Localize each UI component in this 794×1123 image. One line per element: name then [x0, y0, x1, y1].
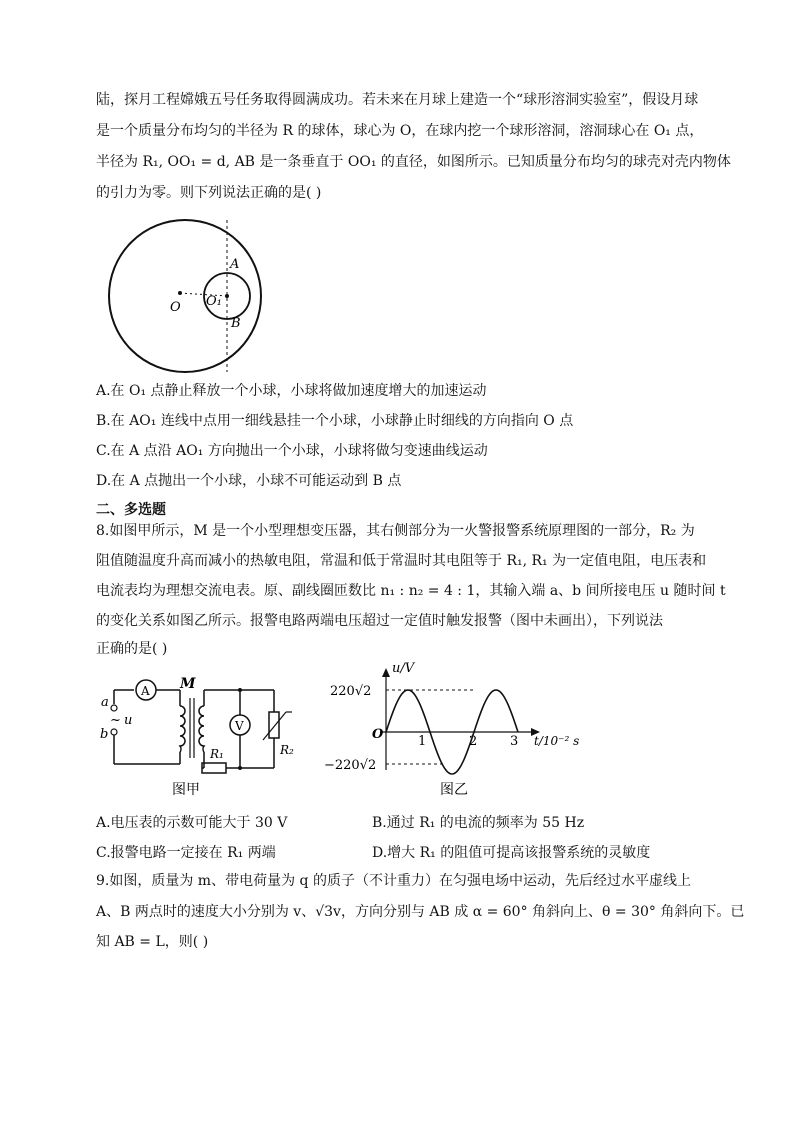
q8-line-2: 阻值随温度升高而减小的热敏电阻，常温和低于常温时其电阻等于 R₁, R₁ 为一定值电阻，电压表和: [96, 553, 707, 569]
xtick-1: 1: [418, 734, 427, 749]
section-heading: 二、多选题: [96, 502, 166, 518]
label-a-terminal: a: [101, 695, 109, 710]
moon-circle: [109, 220, 261, 372]
y-axis-label: u/V: [392, 661, 415, 676]
q8-line-4: 的变化关系如图乙所示。报警电路两端电压超过一定值时触发报警（图中未画出），下列说法: [96, 613, 663, 629]
ytick-negative: −220√2: [324, 758, 377, 773]
q9-line-2: A、B 两点时的速度大小分别为 v、√3v，方向分别与 AB 成 α = 60° 角斜向上、θ = 30° 角斜向下。已: [96, 904, 745, 920]
label-o1: O₁: [206, 294, 222, 309]
xtick-3: 3: [510, 734, 519, 749]
voltage-time-chart: [322, 660, 602, 800]
q7-option-c: C.在 A 点沿 AO₁ 方向抛出一个小球，小球将做匀变速曲线运动: [96, 443, 488, 459]
x-axis-label: t/10⁻² s: [534, 734, 580, 748]
q9-line-1: 9.如图，质量为 m、带电荷量为 q 的质子（不计重力）在匀强电场中运动，先后经过水平虚线上: [96, 873, 691, 889]
label-a: A: [230, 257, 240, 272]
terminal-b: [111, 729, 117, 735]
ac-source-icon: ~: [110, 713, 121, 728]
q7-line-4: 的引力为零。则下列说法正确的是( ): [96, 185, 322, 201]
caption-fig-jia: 图甲: [172, 782, 200, 798]
terminal-a: [111, 705, 117, 711]
sphere-cavity-figure: [100, 210, 280, 390]
label-u: u: [124, 713, 133, 728]
ammeter-label: A: [141, 684, 150, 698]
center-o1-dot: [225, 294, 229, 298]
label-o: O: [170, 300, 181, 315]
q9-line-3: 知 AB = L，则( ): [96, 934, 209, 950]
q8-line-5: 正确的是( ): [96, 641, 168, 657]
q7-option-b: B.在 AO₁ 连线中点用一细线悬挂一个小球，小球静止时细线的方向指向 O 点: [96, 413, 574, 429]
q8-option-d: D.增大 R₁ 的阻值可提高该报警系统的灵敏度: [372, 845, 651, 861]
label-m: M: [180, 676, 196, 692]
q8-option-a: A.电压表的示数可能大于 30 V: [96, 815, 288, 831]
q7-option-a: A.在 O₁ 点静止释放一个小球，小球将做加速度增大的加速运动: [96, 383, 487, 399]
circuit-figure: [94, 668, 314, 798]
primary-coil: [180, 706, 185, 752]
caption-fig-yi: 图乙: [440, 782, 468, 798]
label-b: B: [231, 316, 241, 331]
label-r2: R₂: [280, 743, 294, 757]
xtick-2: 2: [469, 734, 478, 749]
resistor-r1: [202, 763, 226, 773]
q7-line-3: 半径为 R₁, OO₁ = d, AB 是一条垂直于 OO₁ 的直径，如图所示。已知质量分布均匀的球壳对壳内物体: [96, 154, 731, 170]
secondary-coil: [199, 706, 204, 752]
q7-line-1: 陆，探月工程嫦娥五号任务取得圆满成功。若未来在月球上建造一个“球形溶洞实验室”，假设月球: [96, 92, 699, 108]
q7-option-d: D.在 A 点抛出一个小球，小球不可能运动到 B 点: [96, 473, 402, 489]
y-axis-arrow: [382, 668, 390, 677]
q8-option-b: B.通过 R₁ 的电流的频率为 55 Hz: [372, 815, 585, 831]
q8-line-1: 8.如图甲所示，M 是一个小型理想变压器，其右侧部分为一火警报警系统原理图的一部分，R₂ 为: [96, 523, 695, 539]
label-b-terminal: b: [100, 727, 109, 742]
thermistor-r2: [269, 712, 279, 738]
label-r1: R₁: [210, 747, 224, 761]
origin-label: O: [372, 727, 384, 742]
center-o-dot: [178, 291, 182, 295]
q8-option-c: C.报警电路一定接在 R₁ 两端: [96, 845, 276, 861]
q8-line-3: 电流表均为理想交流电表。原、副线圈匝数比 n₁ : n₂ = 4 : 1，其输入端 a、b 间所接电压 u 随时间 t: [96, 583, 726, 599]
voltmeter-label: V: [235, 719, 244, 733]
q7-line-2: 是一个质量分布均匀的半径为 R 的球体，球心为 O，在球内挖一个球形溶洞，溶洞球心在 O₁ 点，: [96, 123, 704, 139]
ytick-positive: 220√2: [330, 684, 372, 699]
